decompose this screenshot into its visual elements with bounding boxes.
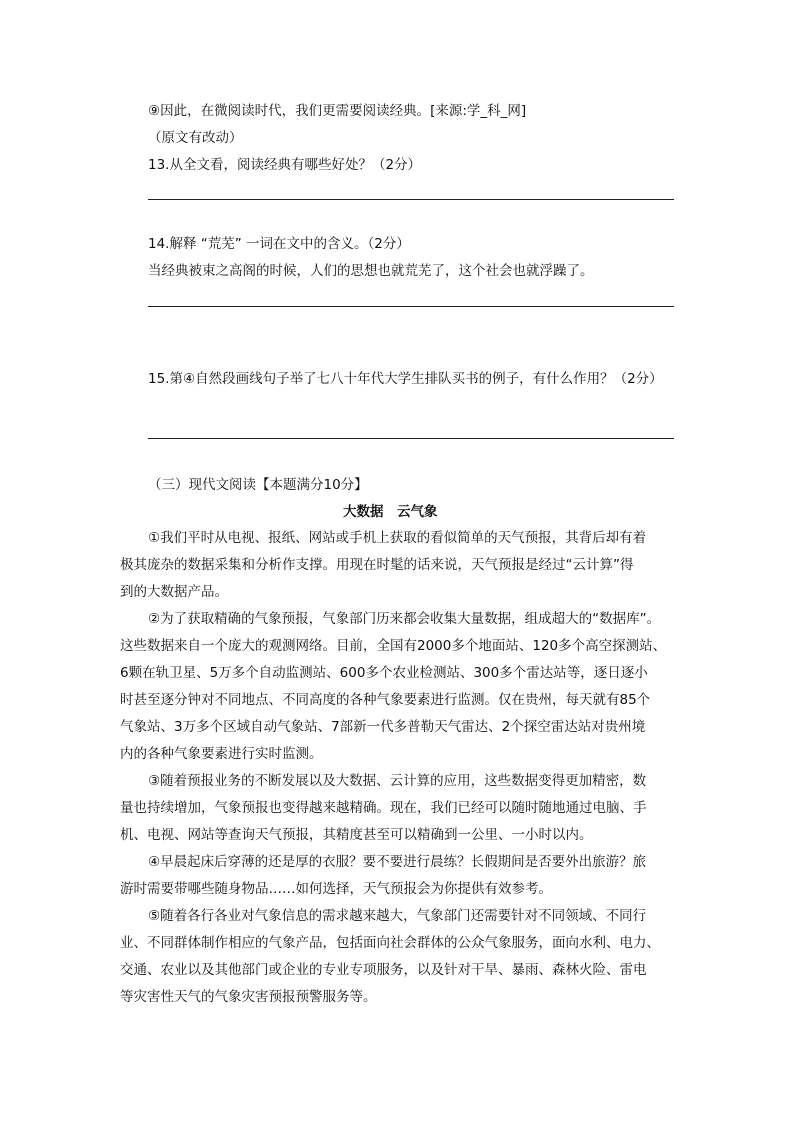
article-line: 量也持续增加，气象预报也变得越来越精确。现在，我们已经可以随时随地通过电脑、手 [120, 800, 647, 816]
article-line: 极其庞杂的数据采集和分析作支撑。用现在时髦的话来说，天气预报是经过“云计算”得 [120, 557, 634, 573]
article-line: ①我们平时从电视、报纸、网站或手机上获取的看似简单的天气预报，其背后却有着 [148, 530, 647, 546]
paragraph-9: ⑨因此，在微阅读时代，我们更需要阅读经典。[来源:学_科_网] [148, 103, 527, 119]
article-line: ②为了获取精确的气象预报，气象部门历来都会收集大量数据，组成超大的“数据库”。 [148, 611, 661, 627]
article-line: ④早晨起床后穿薄的还是厚的衣服？要不要进行晨练？长假期间是否要外出旅游？旅 [148, 854, 647, 870]
section-heading: （三）现代文阅读【本题满分10分】 [148, 477, 368, 493]
question-14-quote: 当经典被束之高阁的时候，人们的思想也就荒芜了，这个社会也就浮躁了。 [148, 263, 594, 279]
revision-note: （原文有改动） [148, 130, 243, 146]
article-line: 6颗在轨卫星、5万多个自动监测站、600多个农业检测站、300多个雷达站等，逐日逐小 [120, 665, 648, 681]
article-line: 气象站、3万多个区域自动气象站、7部新一代多普勒天气雷达、2个探空雷达站对贵州境 [120, 719, 646, 735]
article-line: 到的大数据产品。 [120, 584, 228, 600]
question-13: 13.从全文看，阅读经典有哪些好处？（2分） [148, 157, 422, 173]
answer-line-13 [148, 199, 674, 200]
article-line: ③随着预报业务的不断发展以及大数据、云计算的应用，这些数据变得更加精密，数 [148, 773, 647, 789]
article-line: 机、电视、网站等查询天气预报，其精度甚至可以精确到一公里、一小时以内。 [120, 827, 593, 843]
article-line: 交通、农业以及其他部门或企业的专业专项服务，以及针对干旱、暴雨、森林火险、雷电 [120, 962, 647, 978]
article-line: 业、不同群体制作相应的气象产品，包括面向社会群体的公众气象服务，面向水利、电力、 [120, 935, 660, 951]
article-line: 等灾害性天气的气象灾害预报预警服务等。 [120, 989, 377, 1005]
answer-line-15 [148, 438, 674, 439]
question-14: 14.解释 “荒芜” 一词在文中的含义。（2分） [148, 236, 410, 252]
article-line: 这些数据来自一个庞大的观测网络。目前，全国有2000多个地面站、120多个高空探测站、 [120, 638, 667, 654]
article-title: 大数据 云气象 [343, 504, 438, 520]
article-line: ⑤随着各行各业对气象信息的需求越来越大，气象部门还需要针对不同领域、不同行 [148, 908, 647, 924]
question-15: 15.第④自然段画线句子举了七八十年代大学生排队买书的例子，有什么作用？（2分） [148, 371, 663, 387]
answer-line-14 [148, 306, 674, 307]
article-line: 内的各种气象要素进行实时监测。 [120, 746, 323, 762]
article-line: 时甚至逐分钟对不同地点、不同高度的各种气象要素进行监测。仅在贵州，每天就有85个 [120, 692, 651, 708]
article-line: 游时需要带哪些随身物品……如何选择，天气预报会为你提供有效参考。 [120, 881, 552, 897]
